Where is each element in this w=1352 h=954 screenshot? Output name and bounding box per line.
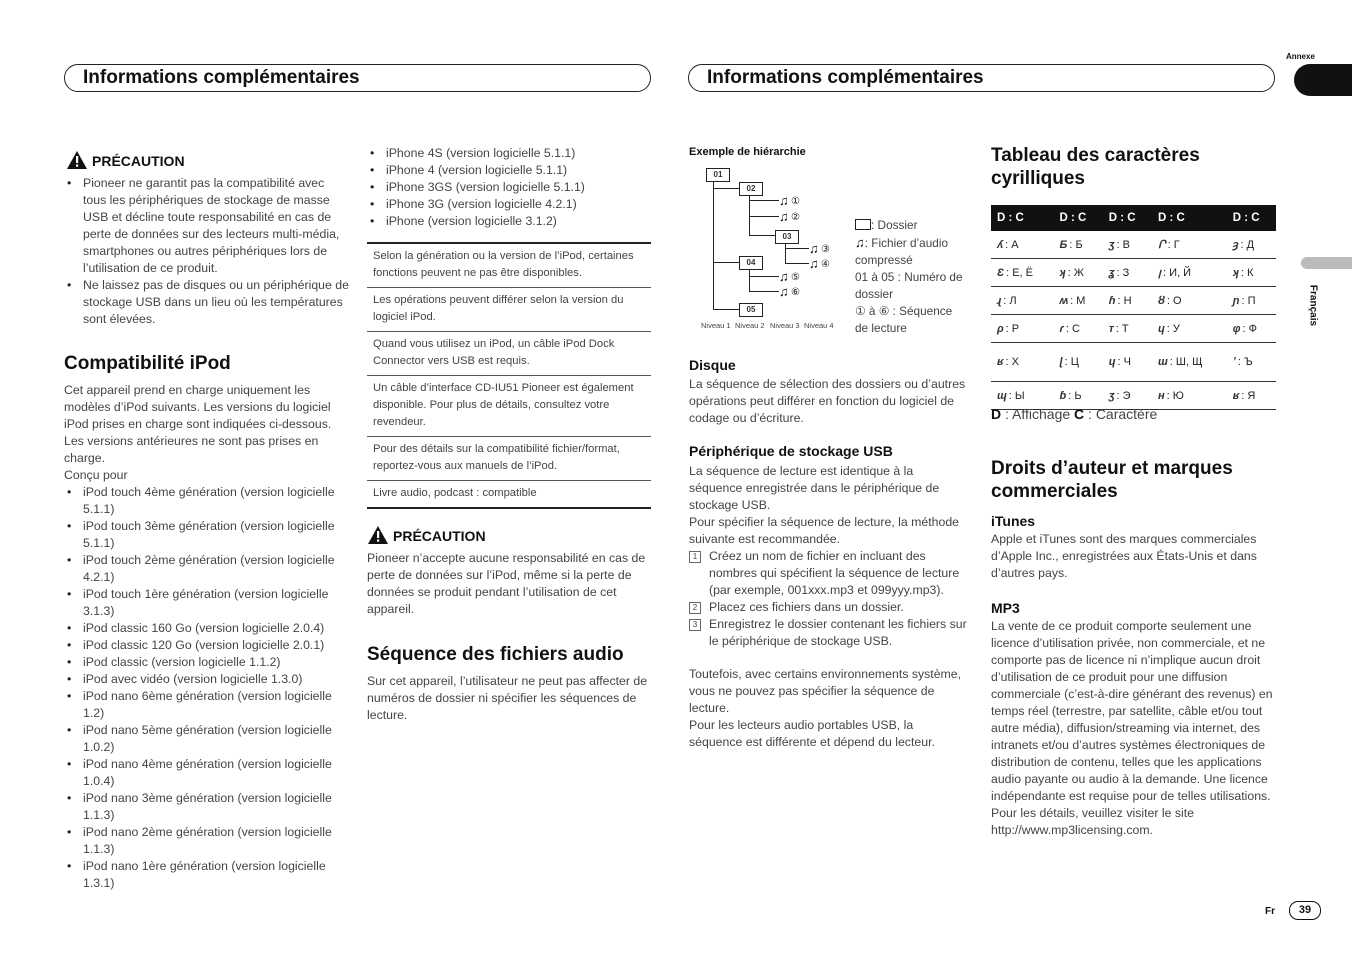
usb-steps bbox=[689, 548, 969, 650]
note-item: Quand vous utilisez un iPod, un câble iPod Dock Connector vers USB est requis. bbox=[367, 332, 651, 376]
separator: : bbox=[1006, 266, 1013, 279]
legend-c: C bbox=[1074, 406, 1085, 422]
circled-number: ⑤ bbox=[791, 272, 800, 283]
separator: : bbox=[1167, 239, 1174, 251]
step-item bbox=[689, 548, 969, 599]
legend-sequence: ① à ⑥ : Séquence de lecture bbox=[855, 304, 953, 335]
circled-number: ⑥ bbox=[791, 287, 800, 298]
display-glyph: ʒ bbox=[1108, 389, 1115, 402]
ipod-caution-text: Pioneer n’accepte aucune responsabilité en cas de perte de données sur l’iPod, même si la perte de données se produit pendant l’utilisation de cet appareil. bbox=[367, 551, 646, 616]
table-cell bbox=[1054, 231, 1103, 259]
section-header-left: Informations complémentaires bbox=[64, 64, 651, 92]
cyrillic-char: Д bbox=[1246, 238, 1255, 251]
separator: : bbox=[1065, 322, 1072, 335]
ipod-model-item: • iPod touch 1ère génération (version logicielle 3.1.3) bbox=[64, 586, 349, 620]
ipod-model-list bbox=[64, 484, 349, 892]
display-glyph: ʍ bbox=[1059, 294, 1069, 307]
audio-file-icon: ♫ bbox=[855, 235, 865, 250]
table-cell bbox=[1103, 287, 1152, 315]
cyrillic-char: А bbox=[1011, 238, 1019, 251]
cyrillic-char: Ъ bbox=[1243, 356, 1253, 368]
cyrillic-char: П bbox=[1247, 294, 1256, 307]
separator: : bbox=[1005, 238, 1012, 251]
cyrillic-table-body bbox=[991, 231, 1276, 410]
table-cell bbox=[1103, 315, 1152, 343]
caution-heading-2 bbox=[367, 525, 486, 545]
display-glyph: ʓ bbox=[1108, 266, 1115, 279]
cyrillic-char: Ц bbox=[1070, 356, 1079, 368]
ipod-model-item: • iPod classic (version logicielle 1.1.2) bbox=[64, 654, 349, 671]
cyrillic-char: Х bbox=[1011, 356, 1019, 368]
separator: : bbox=[1064, 356, 1071, 368]
table-cell bbox=[1227, 382, 1276, 410]
cyrillic-char: К bbox=[1247, 266, 1254, 279]
cyrillic-char: О bbox=[1173, 294, 1182, 307]
cyrillic-char: Я bbox=[1247, 389, 1256, 402]
column-header: D : C bbox=[1227, 205, 1276, 231]
folder-icon: 05 bbox=[739, 303, 763, 317]
usb-text-1: La séquence de lecture est identique à la séquence enregistrée dans le périphérique de stockage USB. bbox=[689, 464, 940, 512]
cyrillic-char: Ы bbox=[1014, 389, 1025, 402]
display-glyph: ʁ bbox=[997, 356, 1004, 368]
display-glyph: ʼ bbox=[1232, 356, 1236, 368]
table-cell bbox=[1103, 259, 1152, 287]
ipod-model-item: • iPod nano 3ème génération (version logicielle 1.1.3) bbox=[64, 790, 349, 824]
separator: : bbox=[1008, 389, 1015, 402]
separator: : bbox=[1116, 389, 1123, 402]
iphone-model-item: • iPhone 3GS (version logicielle 5.1.1) bbox=[367, 179, 652, 196]
separator: : bbox=[1240, 238, 1247, 251]
warning-icon bbox=[367, 525, 389, 545]
table-header-row bbox=[991, 205, 1276, 231]
display-glyph: ʞ bbox=[1232, 266, 1239, 279]
table-cell bbox=[991, 315, 1054, 343]
cyrillic-char: И, Й bbox=[1169, 267, 1192, 279]
separator: : bbox=[1003, 294, 1010, 307]
table-cell bbox=[991, 231, 1054, 259]
cyrillic-char: Б bbox=[1075, 238, 1083, 251]
annexe-label: Annexe bbox=[1286, 52, 1315, 61]
ipod-model-item: • iPod touch 2ème génération (version logicielle 4.2.1) bbox=[64, 552, 349, 586]
note-item: Selon la génération ou la version de l’iPod, certaines fonctions peuvent ne pas être disponibles. bbox=[367, 244, 651, 288]
display-glyph: ȣ bbox=[1157, 294, 1165, 307]
caution-heading bbox=[66, 150, 185, 170]
step-item bbox=[689, 616, 969, 650]
legend-folder: : Dossier bbox=[871, 218, 918, 232]
cyrillic-char: Ь bbox=[1074, 389, 1082, 402]
separator: : bbox=[1068, 389, 1075, 402]
cyrillic-char: В bbox=[1122, 238, 1131, 251]
display-glyph: ɯ bbox=[1157, 356, 1168, 368]
cyrillic-title: Tableau des caractères cyrilliques bbox=[991, 145, 1200, 189]
rights-title: Droits d’auteur et marques commerciales bbox=[991, 458, 1233, 502]
table-cell bbox=[1227, 259, 1276, 287]
separator: : bbox=[1115, 322, 1122, 335]
table-cell bbox=[1152, 231, 1227, 259]
step-item bbox=[689, 599, 969, 616]
display-glyph: Ր bbox=[1157, 239, 1166, 251]
folder-icon: 02 bbox=[739, 182, 763, 196]
display-glyph: ρ bbox=[997, 322, 1004, 335]
iphone-model-item: • iPhone 3G (version logicielle 4.2.1) bbox=[367, 196, 652, 213]
iphone-model-list bbox=[367, 145, 652, 230]
display-glyph: ʁ bbox=[1232, 389, 1240, 402]
table-cell bbox=[1227, 287, 1276, 315]
ipod-intro: Cet appareil prend en charge uniquement les modèles d’iPod suivants. Les versions du logiciel iPod prises en charge sont indiquées ci-dessous. Les versions antérieures ne sont pas prises en charge. bbox=[64, 383, 332, 465]
legend-file: : Fichier d’audio compressé bbox=[855, 236, 949, 267]
table-cell bbox=[1103, 343, 1152, 382]
audio-file-icon: ♫ bbox=[779, 209, 789, 224]
display-glyph: ɾ bbox=[1059, 322, 1064, 335]
separator: : bbox=[1237, 356, 1244, 368]
circled-number: ③ bbox=[821, 244, 830, 255]
legend-folder-num: 01 à 05 : Numéro de dossier bbox=[855, 270, 963, 301]
step-text: Enregistrez le dossier contenant les fichiers sur le périphérique de stockage USB. bbox=[709, 617, 967, 648]
audio-file-icon: ♫ bbox=[779, 269, 789, 284]
folder-icon: 04 bbox=[739, 256, 763, 270]
language-tab bbox=[1301, 257, 1352, 269]
note-item: Un câble d’interface CD-IU51 Pioneer est également disponible. Pour plus de détails, consultez votre revendeur. bbox=[367, 376, 651, 437]
display-glyph: Ƃ bbox=[1059, 238, 1068, 251]
step-number: 2 bbox=[689, 602, 701, 614]
iphone-model-item: • iPhone 4 (version logicielle 5.1.1) bbox=[367, 162, 652, 179]
disque-text: La séquence de sélection des dossiers ou d’autres opérations peut différer en fonction du logiciel de codage ou d’écriture. bbox=[689, 377, 966, 425]
display-glyph: ɲ bbox=[1232, 294, 1240, 307]
mp3-text: La vente de ce produit comporte seulement une licence d’utilisation privée, non commerciale, et ne comporte pas de licence ni n’implique aucun droit d’utilisation de ce produit pour une diffusion commerciale (c’est-à-dire générant des revenus) en temps réel (terrestre, par satellite, câble et/ou tout autre média), diffusion/streaming via internet, des intranets et/ou d’autres systèmes électroniques de distribution de contenu, telles que les applications audio payante ou audio à la demande. Une licence indépendante est requise pour de telles utilisations. Pour les détails, veuillez visiter le site http://www.mp3licensing.com. bbox=[991, 619, 1273, 837]
display-glyph: ʒ bbox=[1108, 238, 1115, 251]
folder-icon: 03 bbox=[775, 230, 799, 244]
cyrillic-table bbox=[991, 205, 1276, 410]
table-cell bbox=[1227, 343, 1276, 382]
audio-sequence-title: Séquence des fichiers audio bbox=[367, 644, 624, 665]
legend-d-text: : Affichage bbox=[1001, 406, 1075, 422]
step-text: Créez un nom de fichier en incluant des nombres qui spécifient la séquence de lecture (par exemple, 001xxx.mp3 et 099yyy.mp3). bbox=[709, 549, 960, 597]
ipod-model-item: • iPod nano 1ère génération (version logicielle 1.3.1) bbox=[64, 858, 349, 892]
table-cell bbox=[991, 287, 1054, 315]
separator: : bbox=[1242, 322, 1249, 335]
legend-d: D bbox=[991, 406, 1002, 422]
table-cell bbox=[1227, 231, 1276, 259]
column-header: D : C bbox=[991, 205, 1054, 231]
ipod-model-item: • iPod nano 6ème génération (version logicielle 1.2) bbox=[64, 688, 349, 722]
display-glyph: ɻ bbox=[997, 294, 1002, 307]
ipod-model-item: • iPod touch 4ème génération (version logicielle 5.1.1) bbox=[64, 484, 349, 518]
level-label: Niveau 1 bbox=[701, 321, 731, 330]
audio-file-icon: ♫ bbox=[779, 284, 789, 299]
language-label: Français bbox=[1307, 284, 1319, 327]
table-cell bbox=[1152, 315, 1227, 343]
cyrillic-char: Ч bbox=[1123, 356, 1131, 368]
ipod-model-item: • iPod touch 3ème génération (version logicielle 5.1.1) bbox=[64, 518, 349, 552]
step-text: Placez ces fichiers dans un dossier. bbox=[709, 600, 904, 614]
ipod-model-item: • iPod nano 2ème génération (version logicielle 1.1.3) bbox=[64, 824, 349, 858]
caution-list bbox=[64, 175, 349, 328]
table-row bbox=[991, 259, 1276, 287]
display-glyph: ꞁ bbox=[1157, 267, 1162, 279]
caution-item: • Pioneer ne garantit pas la compatibilité avec tous les périphériques de stockage de masse USB et décline toute responsabilité en cas de perte de données sur des lecteurs multi-média, smartphones ou autres périphériques lors de l’utilisation de ce produit. bbox=[64, 175, 349, 277]
circled-number: ④ bbox=[821, 259, 830, 270]
disque-title: Disque bbox=[689, 357, 736, 373]
column-header: D : C bbox=[1103, 205, 1152, 231]
cyrillic-char: С bbox=[1071, 322, 1080, 335]
ipod-model-item: • iPod classic 120 Go (version logicielle 2.0.1) bbox=[64, 637, 349, 654]
caution-item: • Ne laissez pas de disques ou un périphérique de stockage USB dans un lieu où les températures sont élevées. bbox=[64, 277, 349, 328]
page-number: 39 bbox=[1289, 901, 1321, 920]
table-row bbox=[991, 343, 1276, 382]
level-label: Niveau 2 bbox=[735, 321, 765, 330]
cyrillic-char: Ю bbox=[1172, 389, 1184, 402]
cyrillic-char: Н bbox=[1123, 294, 1132, 307]
table-cell bbox=[1103, 231, 1152, 259]
separator: : bbox=[1241, 294, 1248, 307]
note-item: Livre audio, podcast : compatible bbox=[367, 481, 651, 509]
separator: : bbox=[1117, 294, 1124, 307]
itunes-text: Apple et iTunes sont des marques commerciales d’Apple Inc., enregistrées aux États-Unis et dans d’autres pays. bbox=[991, 532, 1257, 580]
separator: : bbox=[1116, 238, 1123, 251]
usb-text-3: Toutefois, avec certains environnements système, vous ne pouvez pas spécifier la séquence de lecture. bbox=[689, 667, 962, 715]
audio-file-icon: ♫ bbox=[779, 193, 789, 208]
cyrillic-char: М bbox=[1076, 294, 1086, 307]
usb-text-2: Pour spécifier la séquence de lecture, la méthode suivante est recommandée. bbox=[689, 515, 960, 546]
display-glyph: ɭ bbox=[1059, 356, 1063, 368]
separator: : bbox=[1166, 322, 1173, 335]
concu-pour: Conçu pour bbox=[64, 468, 128, 482]
step-number: 3 bbox=[689, 619, 701, 631]
circled-number: ② bbox=[791, 212, 800, 223]
column-header: D : C bbox=[1152, 205, 1227, 231]
display-glyph: ȝ bbox=[1232, 238, 1239, 251]
warning-icon bbox=[66, 150, 88, 170]
note-item: Pour des détails sur la compatibilité fichier/format, reportez-vous aux manuels de l’iPod. bbox=[367, 437, 651, 481]
display-glyph: Ɛ bbox=[997, 266, 1005, 279]
table-cell bbox=[1054, 315, 1103, 343]
annexe-tab bbox=[1294, 64, 1352, 96]
display-glyph: ʎ bbox=[997, 238, 1004, 251]
iphone-model-item: • iPhone 4S (version logicielle 5.1.1) bbox=[367, 145, 652, 162]
ipod-model-item: • iPod nano 4ème génération (version logicielle 1.0.4) bbox=[64, 756, 349, 790]
table-cell bbox=[1054, 343, 1103, 382]
page-lang: Fr bbox=[1265, 906, 1275, 917]
separator: : bbox=[1169, 356, 1176, 368]
table-cell bbox=[1152, 259, 1227, 287]
display-glyph: ɥ bbox=[1108, 356, 1116, 368]
note-item: Les opérations peuvent différer selon la version du logiciel iPod. bbox=[367, 288, 651, 332]
separator: : bbox=[1005, 322, 1012, 335]
display-glyph: ʞ bbox=[1059, 266, 1066, 279]
table-row bbox=[991, 315, 1276, 343]
display-glyph: ᴛ bbox=[1108, 322, 1114, 335]
mp3-title: MP3 bbox=[991, 600, 1020, 616]
caution-title: PRÉCAUTION bbox=[92, 153, 185, 169]
cyrillic-char: Р bbox=[1011, 322, 1020, 335]
ipod-model-item: • iPod avec vidéo (version logicielle 1.3.0) bbox=[64, 671, 349, 688]
table-cell bbox=[991, 343, 1054, 382]
audio-file-icon: ♫ bbox=[809, 256, 819, 271]
column-header: D : C bbox=[1054, 205, 1103, 231]
cyrillic-char: У bbox=[1172, 322, 1180, 335]
circled-number: ① bbox=[791, 196, 800, 207]
cyrillic-char: Ш, Щ bbox=[1175, 356, 1203, 368]
table-cell bbox=[1227, 315, 1276, 343]
iphone-model-item: • iPhone (version logicielle 3.1.2) bbox=[367, 213, 652, 230]
separator: : bbox=[1117, 356, 1124, 368]
cyrillic-char: Т bbox=[1121, 322, 1129, 335]
cyrillic-char: Ф bbox=[1248, 322, 1257, 335]
table-cell bbox=[991, 259, 1054, 287]
usb-title: Périphérique de stockage USB bbox=[689, 443, 893, 459]
separator: : bbox=[1116, 266, 1123, 279]
notes-box bbox=[367, 242, 651, 509]
cyrillic-char: Э bbox=[1122, 389, 1131, 402]
cyrillic-char: Л bbox=[1009, 294, 1017, 307]
hierarchy-title: Exemple de hiérarchie bbox=[689, 146, 806, 158]
separator: : bbox=[1163, 267, 1170, 279]
separator: : bbox=[1069, 238, 1076, 251]
separator: : bbox=[1070, 294, 1077, 307]
hierarchy-legend bbox=[855, 217, 965, 337]
table-cell bbox=[1152, 382, 1227, 410]
folder-icon: 01 bbox=[706, 168, 730, 182]
step-number: 1 bbox=[689, 551, 701, 563]
itunes-title: iTunes bbox=[991, 513, 1036, 529]
caution-title: PRÉCAUTION bbox=[393, 528, 486, 544]
table-cell bbox=[1054, 259, 1103, 287]
ipod-model-item: • iPod classic 160 Go (version logicielle 2.0.4) bbox=[64, 620, 349, 637]
ipod-model-item: • iPod nano 5ème génération (version logicielle 1.0.2) bbox=[64, 722, 349, 756]
separator: : bbox=[1166, 389, 1173, 402]
cyrillic-char: Ж bbox=[1073, 266, 1084, 279]
table-legend bbox=[991, 406, 1157, 422]
level-label: Niveau 4 bbox=[804, 321, 834, 330]
separator: : bbox=[1067, 266, 1074, 279]
section-header-right: Informations complémentaires bbox=[688, 64, 1275, 92]
legend-c-text: : Caractère bbox=[1084, 406, 1158, 422]
display-glyph: φ bbox=[1232, 322, 1241, 335]
table-cell bbox=[1152, 287, 1227, 315]
table-cell bbox=[1054, 287, 1103, 315]
cyrillic-char: Е, Ё bbox=[1012, 266, 1033, 279]
separator: : bbox=[1005, 356, 1012, 368]
hierarchy-diagram bbox=[689, 160, 849, 335]
display-glyph: ʜ bbox=[1157, 389, 1165, 402]
folder-icon bbox=[855, 219, 871, 230]
audio-file-icon: ♫ bbox=[809, 241, 819, 256]
table-row bbox=[991, 287, 1276, 315]
cyrillic-char: Г bbox=[1173, 239, 1180, 251]
cyrillic-char: З bbox=[1122, 266, 1130, 279]
display-glyph: ɓ bbox=[1059, 389, 1067, 402]
level-label: Niveau 3 bbox=[770, 321, 800, 330]
usb-text-4: Pour les lecteurs audio portables USB, la séquence est différente et dépend du lecteur. bbox=[689, 718, 935, 749]
table-cell bbox=[1152, 343, 1227, 382]
table-row bbox=[991, 231, 1276, 259]
display-glyph: ɦ bbox=[1108, 294, 1116, 307]
audio-sequence-text: Sur cet appareil, l’utilisateur ne peut pas affecter de numéros de dossier ni spécifier les séquences de lecture. bbox=[367, 674, 648, 722]
ipod-compat-title: Compatibilité iPod bbox=[64, 353, 231, 374]
display-glyph: ɥ bbox=[1157, 322, 1165, 335]
separator: : bbox=[1241, 389, 1248, 402]
display-glyph: ɰ bbox=[997, 389, 1007, 402]
separator: : bbox=[1240, 266, 1247, 279]
separator: : bbox=[1166, 294, 1174, 307]
